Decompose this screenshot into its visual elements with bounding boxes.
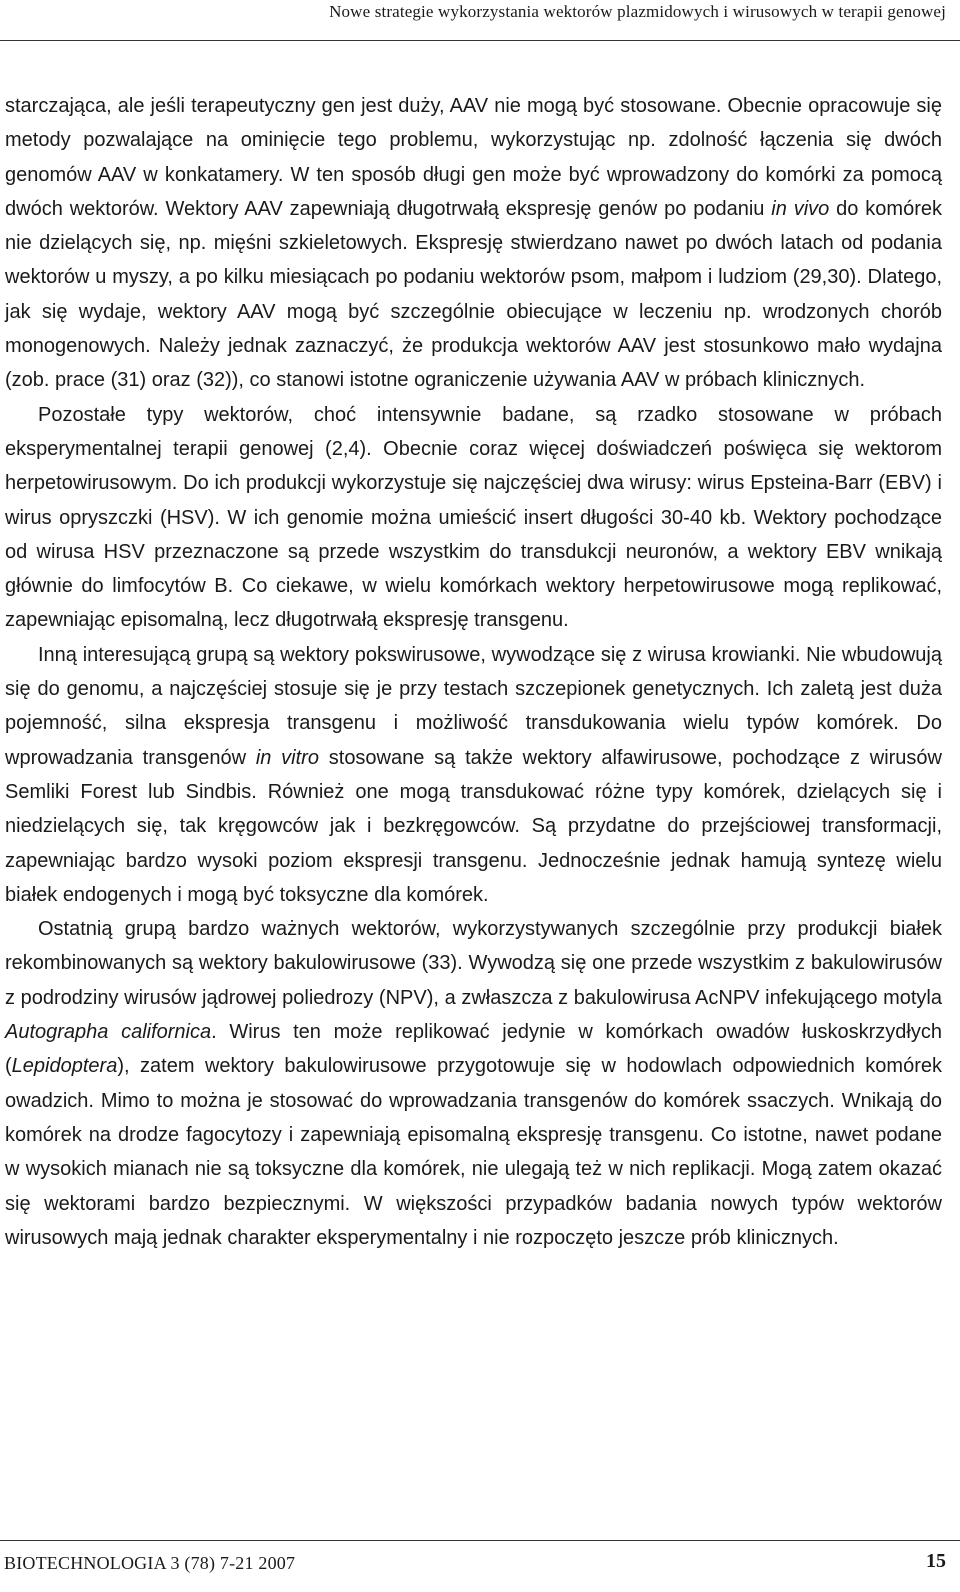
italic-term: Autographa californica <box>5 1021 212 1044</box>
italic-term: in vivo <box>771 197 830 220</box>
header-divider <box>0 40 960 41</box>
footer-divider <box>0 1540 960 1541</box>
text-run: starczająca, ale jeśli terapeutyczny gen jest duży, AAV nie mogą być stosowane. Obecnie opracowuje się metody pozwalające na ominięcie tego problemu, wykorzystując np. zdolność łączenia się dwóch genomów AAV w konkatamery. W ten sposób długi gen może być wprowadzony do komórki za pomocą dwóch wektorów. <box>5 95 942 220</box>
paragraph <box>5 398 942 638</box>
running-header: Nowe strategie wykorzystania wektorów plazmidowych i wirusowych w terapii genowej <box>329 2 946 21</box>
page-number: 15 <box>926 1550 946 1572</box>
text-run: Inną interesującą grupą są wektory pokswirusowe, wywodzące się z wirusa krowianki. Nie wbudowują się do genomu, a najczęściej stosuje się je przy testach szczepionek genetycznych. Ich zaletą jest duża pojemność, silna ekspresja transgenu i możliwość transdukowania wielu typów komórek. Do wprowadzania transgenów <box>5 643 942 769</box>
paragraph <box>5 912 942 1255</box>
text-run: do komórek nie dzielących się, np. mięśni szkieletowych. Ekspresję stwierdzano nawet po dwóch latach od podania wektorów u myszy, a po kilku miesiącach po podaniu wektorów psom, małpom i ludziom (29,30). Dlatego, jak się wydaje, wektory AAV mogą być szczególnie obiecujące w leczeniu np. wrodzonych chorób monogenowych. Należy jednak zaznaczyć, że produkcja wektorów AAV jest stosunkowo mało wydajna (zob. prace (31) oraz (32)), co stanowi istotne ograniczenie używania AAV w próbach klinicznych. <box>5 197 942 392</box>
text-run: stosowane są także wektory alfawirusowe, pochodzące z wirusów Semliki Forest lub Sindbis. Również one mogą transdukować różne typy komórek, dzielących się i niedzielących się, tak kręgowców jak i bezkręgowców. Są przydatne do przejściowej transformacji, zapewniając bardzo wysoki poziom ekspresji transgenu. Jednocześnie jednak hamują syntezę wielu białek endogenych i mogą być toksyczne dla komórek. <box>5 746 942 906</box>
text-run: Wektory AAV zapewniają długotrwałą ekspresję genów po podaniu <box>158 197 772 220</box>
italic-term: Lepidoptera <box>11 1055 118 1078</box>
text-run: . Wirus ten może replikować jedynie w komórkach owadów łuskoskrzydłych ( <box>5 1021 942 1078</box>
article-body <box>5 89 942 1255</box>
text-run: ), zatem wektory bakulowirusowe przygotowuje się w hodowlach odpowiednich komórek owadzich. Mimo to można je stosować do wprowadzania transgenów do komórek ssaczych. Wnikają do komórek na drodze fagocytozy i zapewniają episomalną ekspresję transgenu. Co istotne, nawet podane w wysokich mianach nie są toksyczne dla komórek, nie ulegają też w nich replikacji. Mogą zatem okazać się wektorami bardzo bezpiecznymi. W większości przypadków badania nowych typów wektorów wirusowych mają jednak charakter eksperymentalny i nie rozpoczęto jeszcze prób klinicznych. <box>5 1055 942 1249</box>
text-run: Pozostałe typy wektorów, choć intensywnie badane, są rzadko stosowane w próbach eksperymentalnej terapii genowej (2,4). Obecnie coraz więcej doświadczeń poświęca się wektorom herpetowirusowym. Do ich produkcji wykorzystuje się najczęściej dwa wirusy: wirus Epsteina-Barr (EBV) i wirus opryszczki (HSV). W ich genomie można umieścić insert długości 30-40 kb. Wektory pochodzące od wirusa HSV przeznaczone są przede wszystkim do transdukcji neuronów, a wektory EBV wnikają głównie do limfocytów B. Co ciekawe, w wielu komórkach wektory herpetowirusowe mogą replikować, zapewniając episomalną, lecz długotrwałą ekspresję transgenu. <box>5 403 942 632</box>
text-run: Ostatnią grupą bardzo ważnych wektorów, wykorzystywanych szczególnie przy produkcji białek rekombinowanych są wektory bakulowirusowe (33). Wywodzą się one przede wszystkim z bakulowirusów z podrodziny wirusów jądrowej poliedrozy (NPV), a zwłaszcza z bakulowirusa AcNPV infekującego motyla <box>5 918 942 1009</box>
paragraph <box>5 89 942 398</box>
paragraph <box>5 638 942 912</box>
journal-citation: BIOTECHNOLOGIA 3 (78) 7-21 2007 <box>4 1553 296 1573</box>
italic-term: in vitro <box>255 746 319 769</box>
